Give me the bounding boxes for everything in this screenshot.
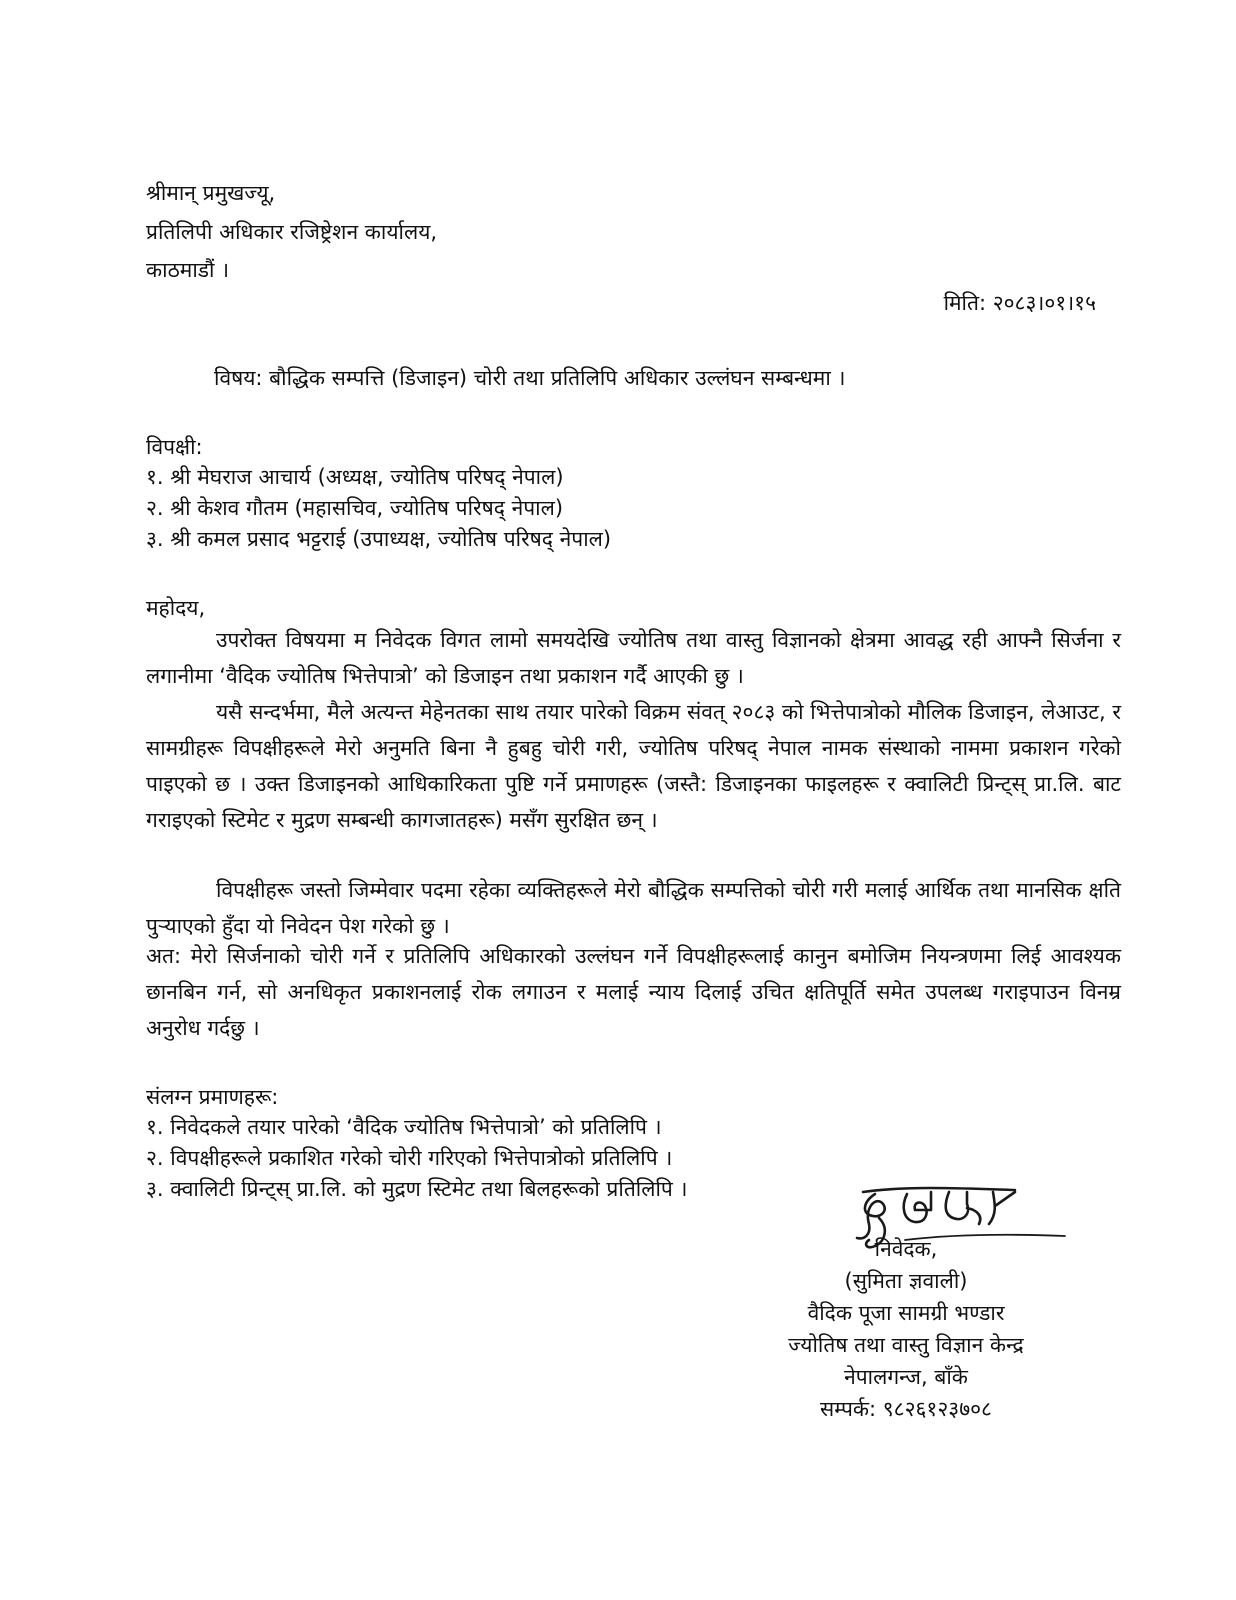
sender-name: (सुमिता ज्ञवाली) xyxy=(844,1269,968,1293)
body-paragraph-3: विपक्षीहरू जस्तो जिम्मेवार पदमा रहेका व्यक्तिहरूले मेरो बौद्धिक सम्पत्तिको चोरी गरी मलाई आर्थिक तथा मानसिक क्षति पुऱ्याएको हुँदा यो निवेदन पेश गरेको छु । xyxy=(146,878,1121,938)
attachments-heading: संलग्न प्रमाणहरू: xyxy=(146,1085,279,1109)
sender-label: निवेदक, xyxy=(874,1237,938,1261)
body-paragraph-4: अत: मेरो सिर्जनाको चोरी गर्ने र प्रतिलिपि अधिकारको उल्लंघन गर्ने विपक्षीहरूलाई कानुन बमोजिम नियन्त्रणमा लिई आवश्यक छानबिन गर्न, सो अनधिकृत प्रकाशनलाई रोक लगाउन र मलाई न्याय दिलाई उचित क्षतिपूर्ति समेत उपलब्ध गराइपाउन विनम्र अनुरोध गर्दछु । xyxy=(146,944,1121,1040)
respondent-item-3: ३. श्री कमल प्रसाद भट्टराई (उपाध्यक्ष, ज्योतिष परिषद् नेपाल) xyxy=(146,527,612,551)
respondents-heading: विपक्षी: xyxy=(146,435,203,459)
recipient-line-2: प्रतिलिपी अधिकार रजिष्ट्रेशन कार्यालय, xyxy=(146,220,438,244)
sender-center: ज्योतिष तथा वास्तु विज्ञान केन्द्र xyxy=(788,1333,1024,1357)
attachment-item-3: ३. क्वालिटी प्रिन्ट्स् प्रा.लि. को मुद्रण स्टिमेट तथा बिलहरूको प्रतिलिपि । xyxy=(146,1177,688,1201)
letter-date: मिति: २०८३।०१।१५ xyxy=(943,291,1096,315)
sender-organization: वैदिक पूजा सामग्री भण्डार xyxy=(807,1301,1005,1325)
salutation: महोदय, xyxy=(146,596,206,620)
letter-subject: विषय: बौद्धिक सम्पत्ति (डिजाइन) चोरी तथा प्रतिलिपि अधिकार उल्लंघन सम्बन्धमा । xyxy=(214,366,846,390)
body-paragraph-2: यसै सन्दर्भमा, मैले अत्यन्त मेहेनतका साथ तयार पारेको विक्रम संवत् २०८३ को भित्तेपात्रोको मौलिक डिजाइन, लेआउट, र सामग्रीहरू विपक्षीहरूले मेरो अनुमति बिना नै हुबहु चोरी गरी, ज्योतिष परिषद् नेपाल नामक संस्थाको नाममा प्रकाशन गरेको पाइएको छ । उक्त डिजाइनको आधिकारिकता पुष्टि गर्ने प्रमाणहरू (जस्तै: डिजाइनका फाइलहरू र क्वालिटी प्रिन्ट्स् प्रा.लि. बाट गराइएको स्टिमेट र मुद्रण सम्बन्धी कागजातहरू) मसँग सुरक्षित छन् । xyxy=(146,700,1121,832)
attachment-item-2: २. विपक्षीहरूले प्रकाशित गरेको चोरी गरिएको भित्तेपात्रोको प्रतिलिपि । xyxy=(146,1146,673,1170)
respondent-item-1: १. श्री मेघराज आचार्य (अध्यक्ष, ज्योतिष परिषद् नेपाल) xyxy=(146,465,564,489)
respondent-item-2: २. श्री केशव गौतम (महासचिव, ज्योतिष परिषद् नेपाल) xyxy=(146,496,564,520)
body-paragraph-1: उपरोक्त विषयमा म निवेदक विगत लामो समयदेखि ज्योतिष तथा वास्तु विज्ञानको क्षेत्रमा आवद्ध रही आफ्नै सिर्जना र लगानीमा ‘वैदिक ज्योतिष भित्तेपात्रो’ को डिजाइन तथा प्रकाशन गर्दै आएकी छु । xyxy=(146,628,1121,688)
recipient-line-3: काठमाडौं । xyxy=(146,258,230,282)
recipient-line-1: श्रीमान् प्रमुखज्यू, xyxy=(146,181,276,205)
sender-address: नेपालगन्ज, बाँके xyxy=(844,1365,968,1389)
sender-contact: सम्पर्क: ९८२६१२३७०८ xyxy=(820,1397,992,1421)
attachment-item-1: १. निवेदकले तयार पारेको ‘वैदिक ज्योतिष भित्तेपात्रो’ को प्रतिलिपि । xyxy=(146,1115,662,1139)
